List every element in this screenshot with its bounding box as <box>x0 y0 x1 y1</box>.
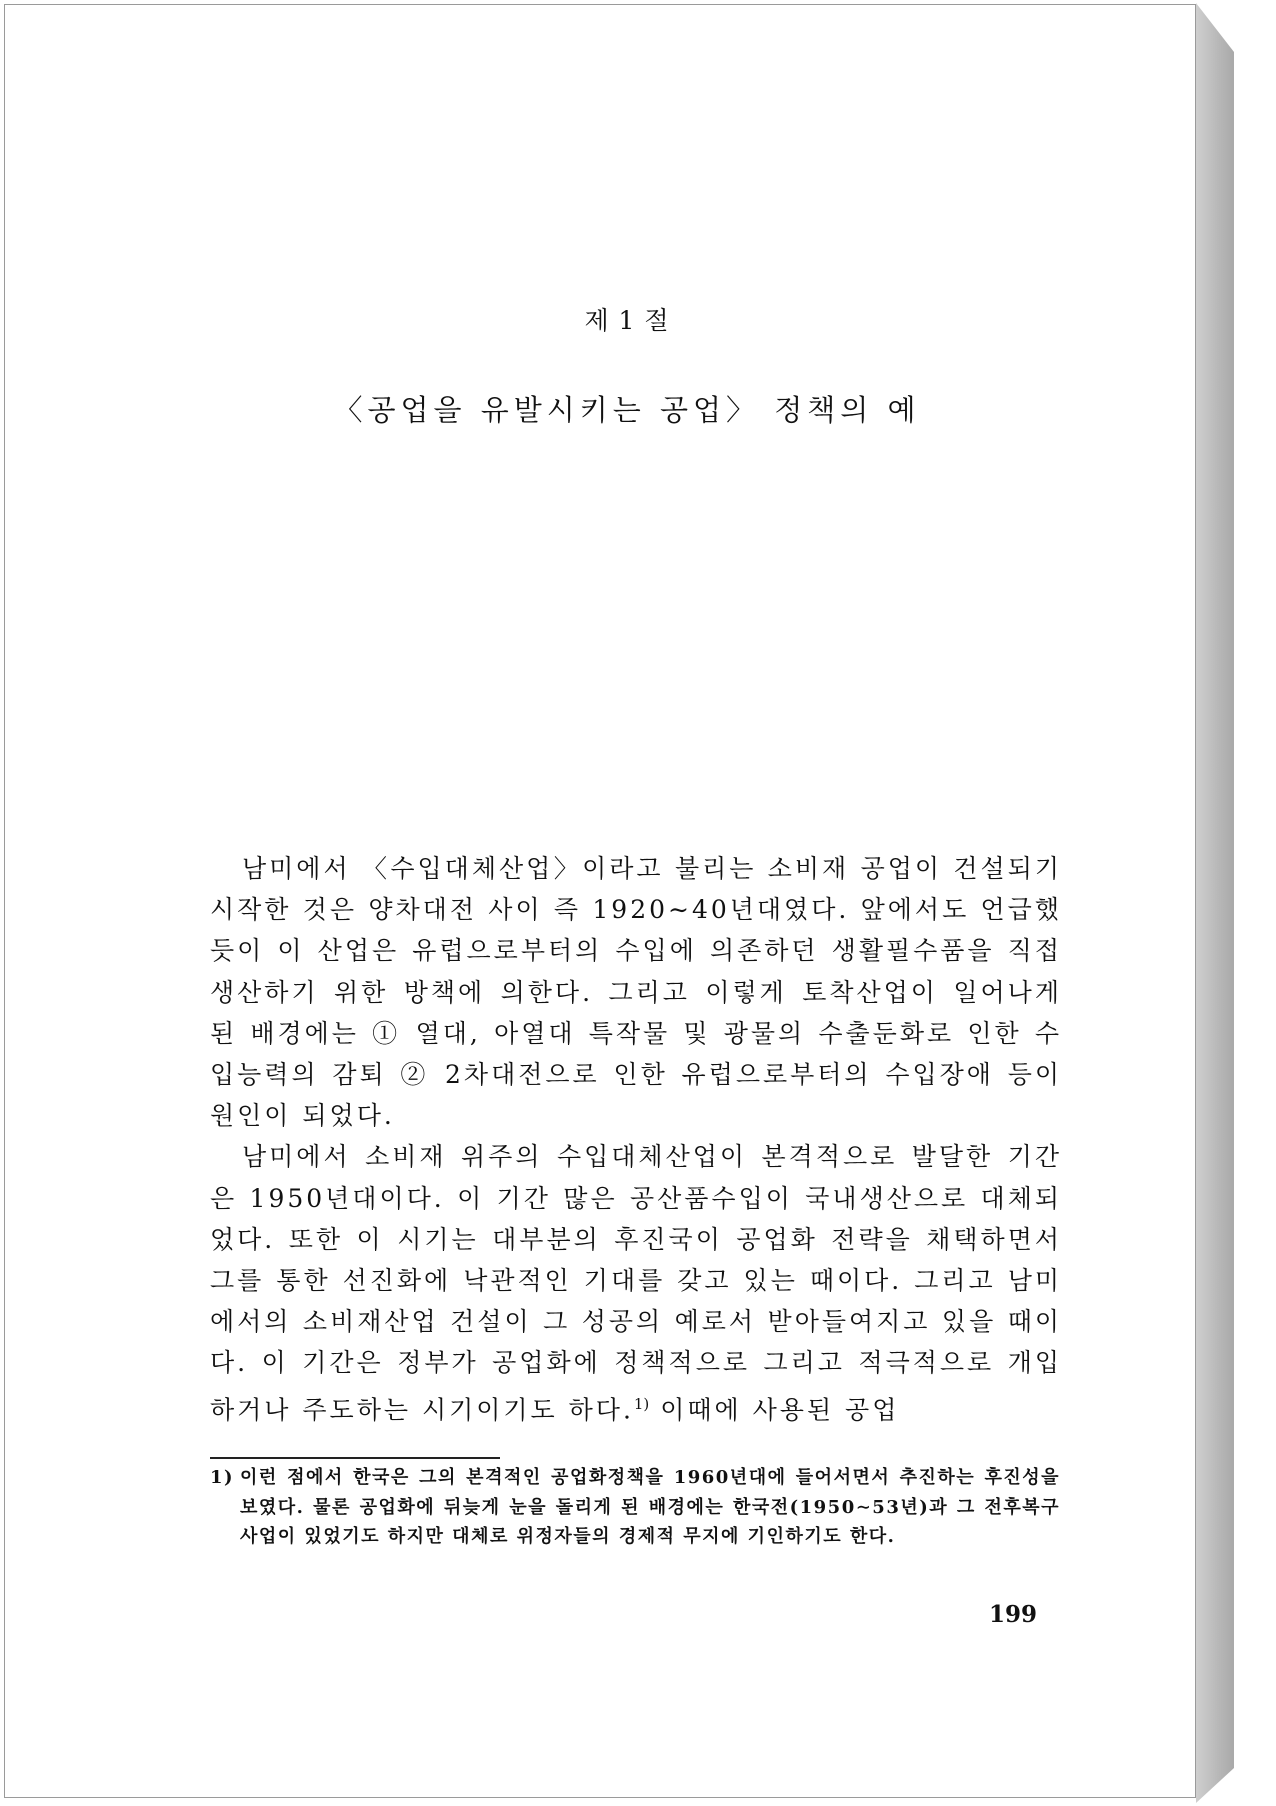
footnote-reference[interactable]: 1) <box>633 1394 650 1413</box>
section-number: 제 1 절 <box>584 306 670 335</box>
section-title: 〈공업을 유발시키는 공업〉 정책의 예 <box>333 393 921 427</box>
page-stack-edge <box>1196 0 1234 1806</box>
paragraph-continuation: 이때에 사용된 공업 <box>649 1394 900 1424</box>
paragraph <box>210 1136 1062 1430</box>
footnote <box>210 1463 1060 1552</box>
page-number: 199 <box>989 1601 1038 1628</box>
footnote-marker: 1) <box>210 1467 235 1488</box>
page-content <box>5 5 1197 1799</box>
paragraph: 남미에서 〈수입대체산업〉이라고 불리는 소비재 공업이 건설되기 시작한 것은 양차대전 사이 즉 1920∼40년대였다. 앞에서도 언급했듯이 이 산업은 유럽으로부터의 수입에 의존하던 생활필수품을 직접 생산하기 위한 방책에 의한다. 그리고 이렇게 토착산업이 일어나게 된 배경에는 ① 열대, 아열대 특작물 및 광물의 수출둔화로 인한 수입능력의 감퇴 ② 2차대전으로 인한 유럽으로부터의 수입장애 등이 원인이 되었다. <box>210 854 1062 1131</box>
book-page <box>4 4 1196 1798</box>
footnote-text: 이런 점에서 한국은 그의 본격적인 공업화정책을 1960년대에 들어서면서 추진하는 후진성을 보였다. 물론 공업화에 뒤늦게 눈을 돌리게 된 배경에는 한국전(1950∼53년)과 그 전후복구사업이 있었기도 하지만 대체로 위정자들의 경제적 무지에 기인하기도 한다. <box>240 1467 1060 1547</box>
footnote-divider <box>210 1457 500 1459</box>
paragraph-text: 남미에서 소비재 위주의 수입대체산업이 본격적으로 발달한 기간은 1950년대이다. 이 기간 많은 공산품수입이 국내생산으로 대체되었다. 또한 이 시기는 대부분의 후진국이 공업화 전략을 채택하면서 그를 통한 선진화에 낙관적인 기대를 갖고 있는 때이다. 그리고 남미에서의 소비재산업 건설이 그 성공의 예로서 받아들여지고 있을 때이다. 이 기간은 정부가 공업화에 정책적으로 그리고 적극적으로 개입하거나 주도하는 시기이기도 하다. <box>210 1142 1062 1424</box>
body-text <box>210 848 1062 1430</box>
